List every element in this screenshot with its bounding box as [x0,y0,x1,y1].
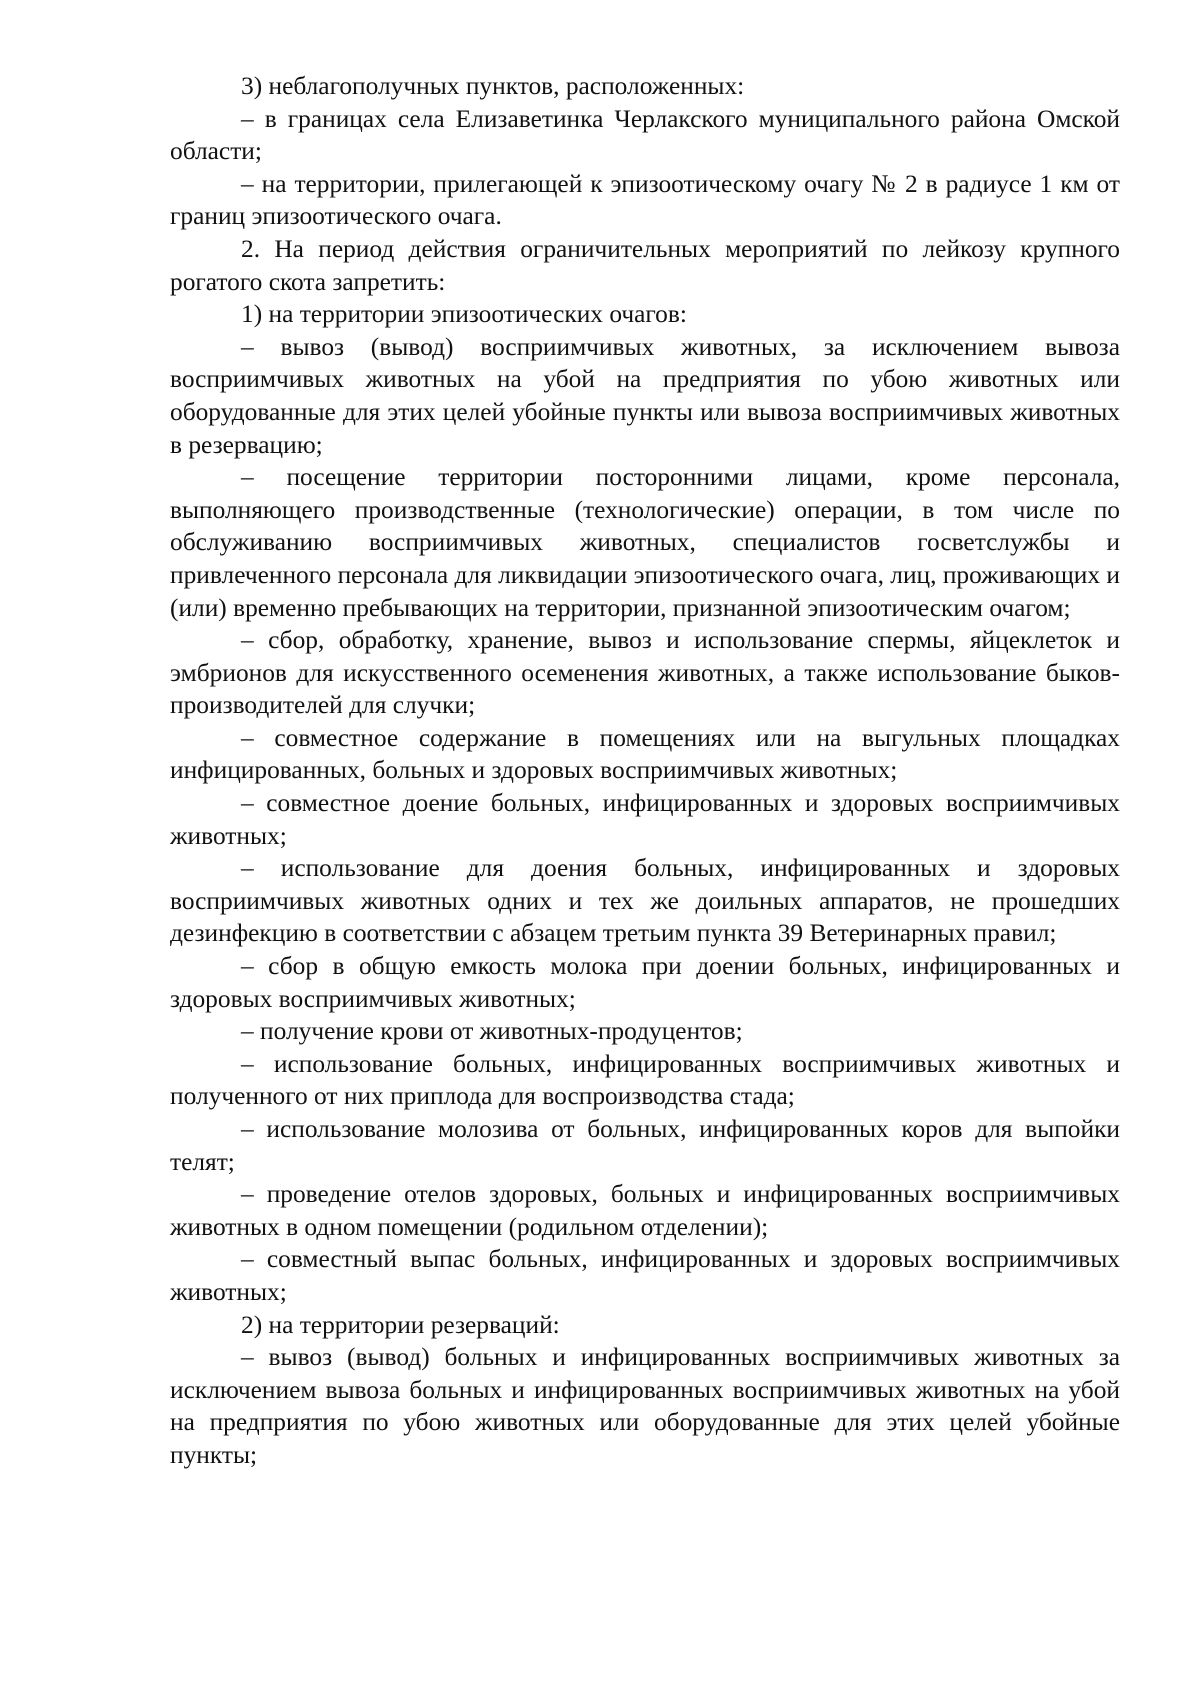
paragraph-calving: – проведение отелов здоровых, больных и инфицированных восприимчивых животных в одном помещении (родильном отделении); [170,1180,1120,1241]
paragraph-section-2-intro: 2. На период действия ограничительных мероприятий по лейкозу крупного рогатого скота запретить: [170,234,1120,296]
paragraph-milking-apparatus: – использование для доения больных, инфицированных и здоровых восприимчивых животных одних и тех же доильных аппаратов, не прошедших дезинфекцию в соответствии с абзацем третьим пункта 39 Ветеринарных правил; [170,854,1120,948]
paragraph-blood-collection: – получение крови от животных-продуцентов; [241,1017,743,1046]
document-page [170,70,1120,1472]
paragraph-joint-milking: – совместное доение больных, инфицированных и здоровых восприимчивых животных; [170,789,1120,850]
paragraph-reservation-export: – вывоз (вывод) больных и инфицированных восприимчивых животных за исключением вывоза больных и инфицированных восприимчивых животных на убой на предприятия по убою животных или оборудованные для этих целей убойные пункты; [170,1343,1120,1469]
paragraph-radius-territory: – на территории, прилегающей к эпизоотическому очагу № 2 в радиусе 1 км от границ эпизоотического очага. [170,169,1120,231]
paragraph-joint-grazing: – совместный выпас больных, инфицированных и здоровых восприимчивых животных; [170,1245,1120,1306]
paragraph-colostrum-use: – использование молозива от больных, инфицированных коров для выпойки телят; [170,1115,1120,1176]
paragraph-subitem-2-header: 2) на территории резерваций: [241,1310,560,1339]
paragraph-sperm-collection: – сбор, обработку, хранение, вывоз и использование спермы, яйцеклеток и эмбрионов для искусственного осеменения животных, а также использование быков-производителей для случки; [170,626,1120,720]
paragraph-subitem-1-header: 1) на территории эпизоотических очагов: [241,300,687,329]
paragraph-export-animals: – вывоз (вывод) восприимчивых животных, за исключением вывоза восприимчивых животных на убой на предприятия по убою животных или оборудованные для этих целей убойные пункты или вывоза восприимчивых животных в резервацию; [170,332,1120,459]
paragraph-border-village: – в границах села Елизаветинка Черлакского муниципального района Омской области; [170,104,1120,166]
paragraph-visiting-territory: – посещение территории посторонними лицами, кроме персонала, выполняющего производственные (технологические) операции, в том числе по обслуживанию восприимчивых животных, специалистов госветслужбы и привлеченного персонала для ликвидации эпизоотического очага, лиц, проживающих и (или) временно пребывающих на территории, признанной эпизоотическим очагом; [170,463,1120,622]
paragraph-joint-keeping: – совместное содержание в помещениях или на выгульных площадках инфицированных, больных и здоровых восприимчивых животных; [170,723,1120,785]
paragraph-milk-collection: – сбор в общую емкость молока при доении больных, инфицированных и здоровых восприимчивых животных; [170,952,1120,1013]
paragraph-reproduction-use: – использование больных, инфицированных восприимчивых животных и полученного от них приплода для воспроизводства стада; [170,1049,1120,1111]
paragraph-item-3-header: 3) неблагополучных пунктов, расположенных: [241,72,745,100]
